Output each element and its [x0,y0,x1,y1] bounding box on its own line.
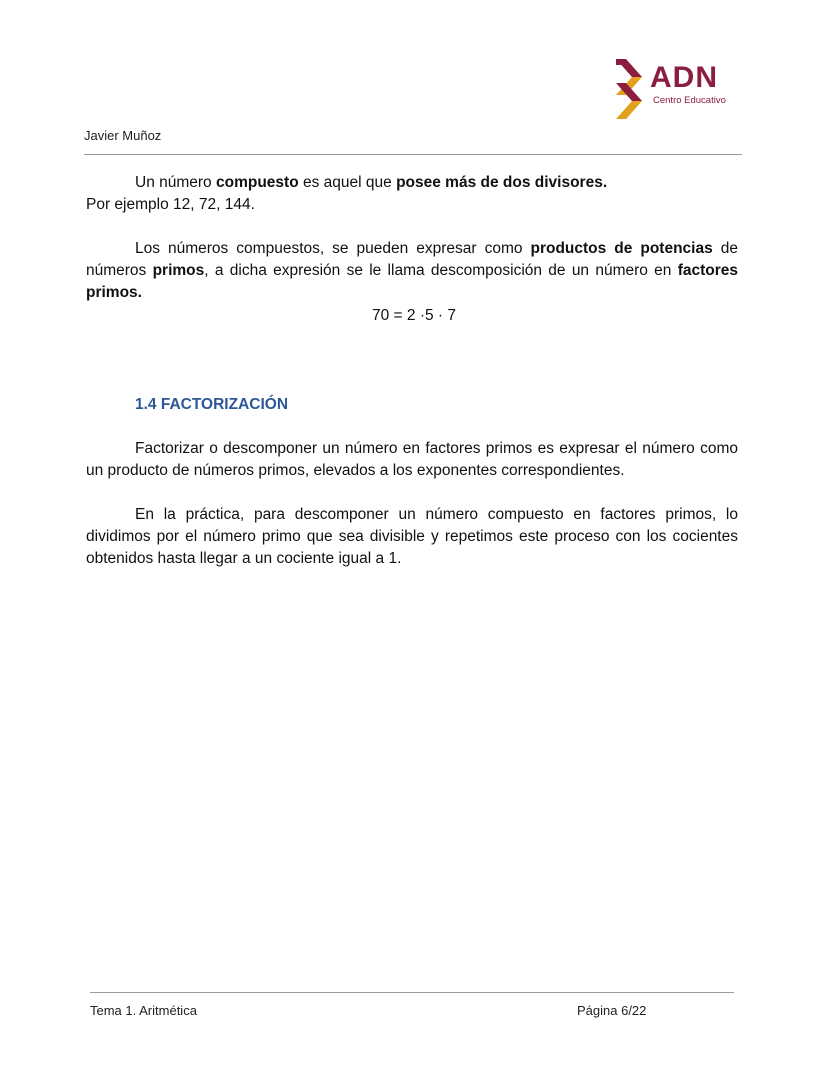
logo-subtitle: Centro Educativo [653,95,726,106]
text-run: es aquel que [298,174,397,191]
bold-term: primos [152,262,205,279]
text-run: Los números compuestos, se pueden expresar como [135,240,531,257]
section-heading: 1.4 FACTORIZACIÓN [135,396,289,413]
paragraph-prime-factorization [86,238,738,304]
text-run: de números [86,240,738,279]
dna-helix-icon [612,57,646,121]
bold-term: posee más de dos divisores. [396,174,608,191]
paragraph-examples: Por ejemplo 12, 72, 144. [86,196,255,213]
paragraph-factorization-definition: Factorizar o descomponer un número en factores primos es expresar el número como un producto de números primos, elevados a los exponentes correspondientes. [86,440,738,479]
footer-topic: Tema 1. Aritmética [90,1003,197,1018]
formula-example: 70 = 2 ·5 · 7 [371,307,456,324]
footer-divider [90,992,734,993]
page-number: Página 6/22 [577,1003,647,1018]
adn-logo [612,57,742,121]
paragraph-factorization-practice: En la práctica, para descomponer un número compuesto en factores primos, lo dividimos por el número primo que sea divisible y repetimos este proceso con los cocientes obtenidos hasta llegar a un cociente igual a 1. [86,506,738,567]
document-body [86,172,738,570]
bold-term: compuesto [215,174,299,191]
bold-term: factores primos. [86,262,738,301]
author-name: Javier Muñoz [84,128,162,143]
text-run: , a dicha expresión se le llama descomposición de un número en [204,262,678,279]
bold-term: productos de potencias [530,240,713,257]
paragraph-composite-definition [86,172,738,194]
header-divider [84,154,742,155]
logo-title: ADN [650,61,718,94]
text-run: Un número [135,174,216,191]
